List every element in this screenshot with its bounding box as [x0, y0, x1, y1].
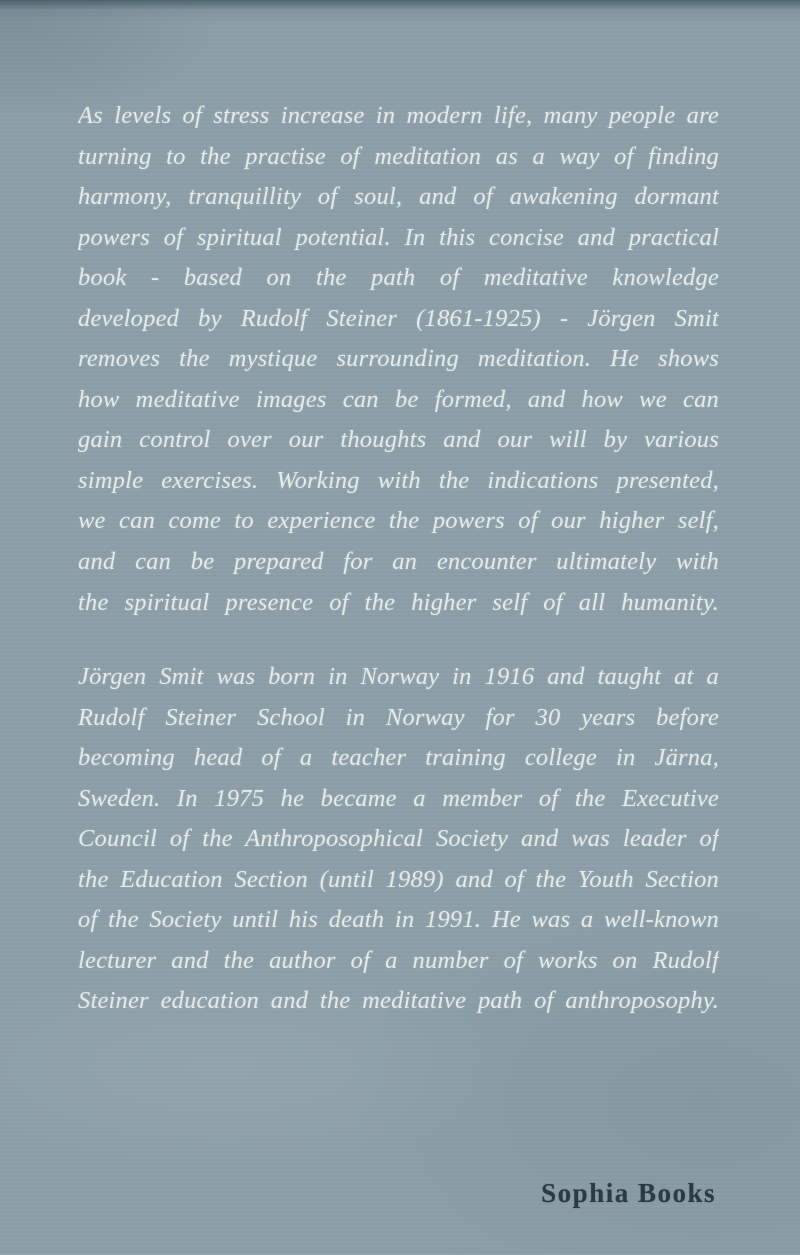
- author-bio-line: the Education Section (until 1989) and of the Youth Section: [78, 865, 719, 893]
- cover-top-edge: [0, 0, 800, 10]
- synopsis-line: removes the mystique surrounding meditation. He shows: [78, 345, 719, 373]
- synopsis-line: gain control over our thoughts and our will by various: [78, 426, 719, 454]
- synopsis-line: we can come to experience the powers of our higher self,: [78, 507, 719, 535]
- author-bio-line: becoming head of a teacher training college in Järna,: [78, 744, 719, 772]
- author-bio-line: Sweden. In 1975 he became a member of the Executive: [78, 784, 719, 812]
- author-bio-line: lecturer and the author of a number of works on Rudolf: [78, 946, 719, 974]
- synopsis-line: and can be prepared for an encounter ultimately with: [78, 548, 719, 576]
- author-bio-line: of the Society until his death in 1991. He was a well-known: [78, 906, 719, 934]
- synopsis-line: the spiritual presence of the higher self of all humanity.: [78, 588, 719, 616]
- synopsis-line: how meditative images can be formed, and how we can: [78, 385, 719, 413]
- synopsis-line: harmony, tranquillity of soul, and of awakening dormant: [78, 183, 719, 211]
- synopsis-line: developed by Rudolf Steiner (1861-1925) - Jörgen Smit: [78, 304, 719, 332]
- publisher-imprint: Sophia Books: [541, 1178, 716, 1208]
- author-bio-paragraph: [78, 657, 719, 1022]
- synopsis-line: book - based on the path of meditative knowledge: [78, 264, 719, 292]
- synopsis-paragraph: [78, 96, 719, 623]
- synopsis-line: As levels of stress increase in modern life, many people are: [78, 102, 719, 129]
- author-bio-line: Council of the Anthroposophical Society and was leader of: [78, 825, 719, 853]
- synopsis-line: simple exercises. Working with the indications presented,: [78, 466, 719, 494]
- author-bio-line: Rudolf Steiner School in Norway for 30 years before: [78, 703, 719, 731]
- synopsis-line: turning to the practise of meditation as a way of finding: [78, 142, 719, 170]
- author-bio-line: Steiner education and the meditative path of anthroposophy.: [78, 987, 719, 1015]
- synopsis-line: powers of spiritual potential. In this concise and practical: [78, 223, 719, 251]
- author-bio-line: Jörgen Smit was born in Norway in 1916 and taught at a: [78, 663, 719, 690]
